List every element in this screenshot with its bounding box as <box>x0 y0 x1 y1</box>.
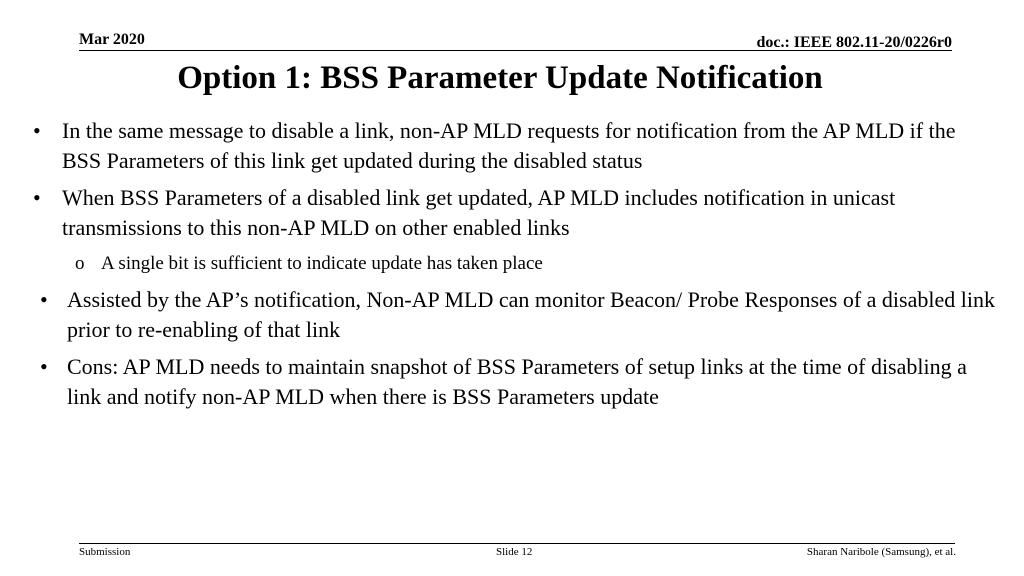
bullet-item <box>40 352 1005 412</box>
header-divider <box>79 50 952 51</box>
footer-submission: Submission <box>79 546 131 558</box>
bullet-item <box>40 285 1005 345</box>
bullet-marker: • <box>40 354 48 379</box>
bullet-text: When BSS Parameters of a disabled link get updated, AP MLD includes notification in unicast transmissions to this non-AP MLD on other enabled links <box>62 185 896 240</box>
bullet-item <box>33 116 993 176</box>
slide-title: Option 1: BSS Parameter Update Notification <box>177 60 823 96</box>
footer-divider <box>79 543 955 544</box>
bullet-marker: • <box>33 185 41 210</box>
header-date: Mar 2020 <box>79 31 145 48</box>
bullet-marker: • <box>40 287 48 312</box>
bullet-text: Cons: AP MLD needs to maintain snapshot of BSS Parameters of setup links at the time of disabling a link and notify non-AP MLD when there is BSS Parameters update <box>67 354 967 409</box>
bullet-text: In the same message to disable a link, non-AP MLD requests for notification from the AP MLD if the BSS Parameters of this link get updated during the disabled status <box>62 118 956 173</box>
sub-bullet-text: A single bit is sufficient to indicate update has taken place <box>101 253 543 274</box>
bullet-item <box>33 183 993 243</box>
bullet-text: Assisted by the AP’s notification, Non-AP MLD can monitor Beacon/ Probe Responses of a disabled link prior to re-enabling of that link <box>67 287 995 342</box>
footer-slide-number: Slide 12 <box>496 546 533 558</box>
sub-bullet-marker: o <box>75 253 85 274</box>
header-doc-id: doc.: IEEE 802.11-20/0226r0 <box>756 34 952 51</box>
bullet-marker: • <box>33 118 41 143</box>
footer-author: Sharan Naribole (Samsung), et al. <box>806 546 956 558</box>
sub-bullet-item <box>75 252 975 276</box>
